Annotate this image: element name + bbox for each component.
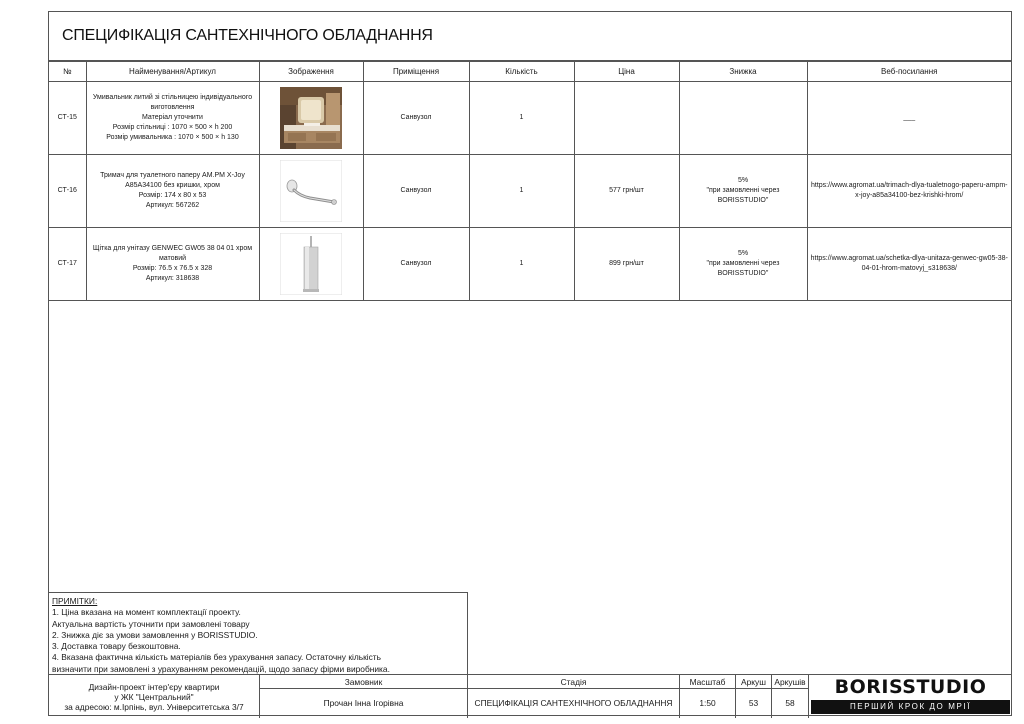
name-line: Тримач для туалетного паперу AM.PM X-Joy A85A34100 без кришки, хром (100, 171, 245, 189)
table-row (49, 82, 1011, 155)
name-line: Розмір стільниці : 1070 × 500 × h 200 (112, 124, 233, 132)
title-block (49, 674, 1011, 717)
table-row (49, 155, 1011, 228)
studio-logo (808, 675, 1011, 718)
col-header-number: № (49, 62, 86, 82)
discount-line: 5% (737, 176, 749, 184)
project-line: Дизайн-проект інтер'єру квартири (88, 681, 220, 692)
name-line: Матеріал уточнити (142, 113, 203, 121)
row-url: ___ (807, 82, 1011, 155)
row-room: Санвузол (363, 82, 469, 155)
project-line: за адресою: м.Ірпінь, вул. Університетська 3/7 (64, 701, 244, 712)
name-line: Щітка для унітазу GENWEC GW05 38 04 01 хром матовий (92, 244, 253, 262)
sheet-label: Аркуш (735, 675, 771, 688)
page-title: СПЕЦИФІКАЦІЯ САНТЕХНІЧНОГО ОБЛАДНАННЯ (62, 27, 433, 44)
sheets-value: 58 (771, 688, 808, 718)
name-line: Розмір умивальника : 1070 × 500 × h 130 (106, 134, 239, 142)
name-line: Розмір: 76.5 x 76.5 x 328 (132, 265, 213, 272)
row-room: Санвузол (363, 155, 469, 228)
row-price: 577 грн/шт (574, 155, 679, 228)
paper-holder-image (280, 160, 342, 222)
note-line: 1. Ціна вказана на момент комплектації проекту. (52, 607, 241, 618)
note-line: 3. Доставка товару безкоштовна. (52, 641, 181, 652)
row-room: Санвузол (363, 228, 469, 301)
table-row (49, 228, 1011, 301)
row-discount (679, 155, 807, 228)
spec-table (49, 61, 1011, 301)
discount-line: BORISSTUDIO" (717, 270, 769, 278)
stamp-divider (259, 688, 808, 689)
notes-block (49, 592, 468, 674)
row-image-cell (259, 155, 363, 228)
title-bar (49, 12, 1011, 61)
note-line: 2. Знижка діє за умови замовлення у BORISSTUDIO. (52, 629, 258, 640)
row-qty: 1 (469, 228, 574, 301)
row-discount (679, 228, 807, 301)
row-url[interactable]: https://www.agromat.ua/trimach-dlya-tualetnogo-paperu-ampm-x-joy-a85a34100-bez-krishki-hrom/ (807, 155, 1011, 228)
name-line: Артикул: 318638 (145, 275, 200, 283)
discount-line: BORISSTUDIO" (717, 197, 769, 205)
table-header-row (49, 62, 1011, 82)
col-header-image: Зображення (259, 62, 363, 82)
row-name (86, 82, 259, 155)
row-name (86, 155, 259, 228)
row-discount (679, 82, 807, 155)
row-url[interactable]: https://www.agromat.ua/schetka-dlya-unitaza-genwec-gw05-38-04-01-hrom-matovyj_s318638/ (807, 228, 1011, 301)
discount-line: "при замовленні через (706, 186, 780, 194)
row-price (574, 82, 679, 155)
discount-line: "при замовленні через (706, 259, 780, 267)
col-header-room: Приміщення (363, 62, 469, 82)
col-header-qty: Кількість (469, 62, 574, 82)
row-id: СТ-16 (49, 155, 86, 228)
customer-value: Прочан Інна Ігорівна (259, 688, 467, 718)
row-image-cell (259, 82, 363, 155)
discount-line: 5% (737, 249, 749, 257)
scale-label: Масштаб (679, 675, 735, 688)
col-header-name: Найменування/Артикул (86, 62, 259, 82)
notes-heading: ПРИМІТКИ: (52, 596, 98, 606)
scale-value: 1:50 (679, 688, 735, 718)
project-line: у ЖК "Центральний" (114, 691, 194, 702)
stage-label: Стадія (467, 675, 679, 688)
logo-tagline: ПЕРШИЙ КРОК ДО МРІЇ (811, 700, 1010, 714)
row-price: 899 грн/шт (574, 228, 679, 301)
stage-value: СПЕЦИФІКАЦІЯ САНТЕХНІЧНОГО ОБЛАДНАННЯ (467, 688, 679, 718)
col-header-url: Веб-посилання (807, 62, 1011, 82)
row-image-cell (259, 228, 363, 301)
row-id: СТ-15 (49, 82, 86, 155)
row-qty: 1 (469, 82, 574, 155)
logo-wordmark: BORISSTUDIO (834, 676, 987, 698)
name-line: Розмір: 174 x 80 x 53 (138, 192, 207, 199)
row-id: СТ-17 (49, 228, 86, 301)
note-line: визначити при замовлені з урахуванням рекомендацій, щодо запасу фірми виробника. (52, 663, 390, 674)
sheet-frame (48, 11, 1012, 716)
note-line: 4. Вказана фактична кількість матеріалів без урахування запасу. Остаточну кількість (52, 652, 382, 663)
sheets-label: Аркушів (771, 675, 808, 688)
col-header-price: Ціна (574, 62, 679, 82)
name-line: Умивальник литий зі стільницею індивідуального виготовлення (92, 93, 253, 111)
sheet-value: 53 (735, 688, 771, 718)
vanity-image (280, 87, 342, 149)
row-name (86, 228, 259, 301)
note-line: Актуальна вартість уточнити при замовлені товару (52, 618, 250, 629)
name-line: Артикул: 567262 (145, 202, 200, 210)
toilet-brush-image (280, 233, 342, 295)
customer-label: Замовник (259, 675, 467, 688)
row-qty: 1 (469, 155, 574, 228)
project-description (49, 675, 259, 718)
col-header-discount: Знижка (679, 62, 807, 82)
